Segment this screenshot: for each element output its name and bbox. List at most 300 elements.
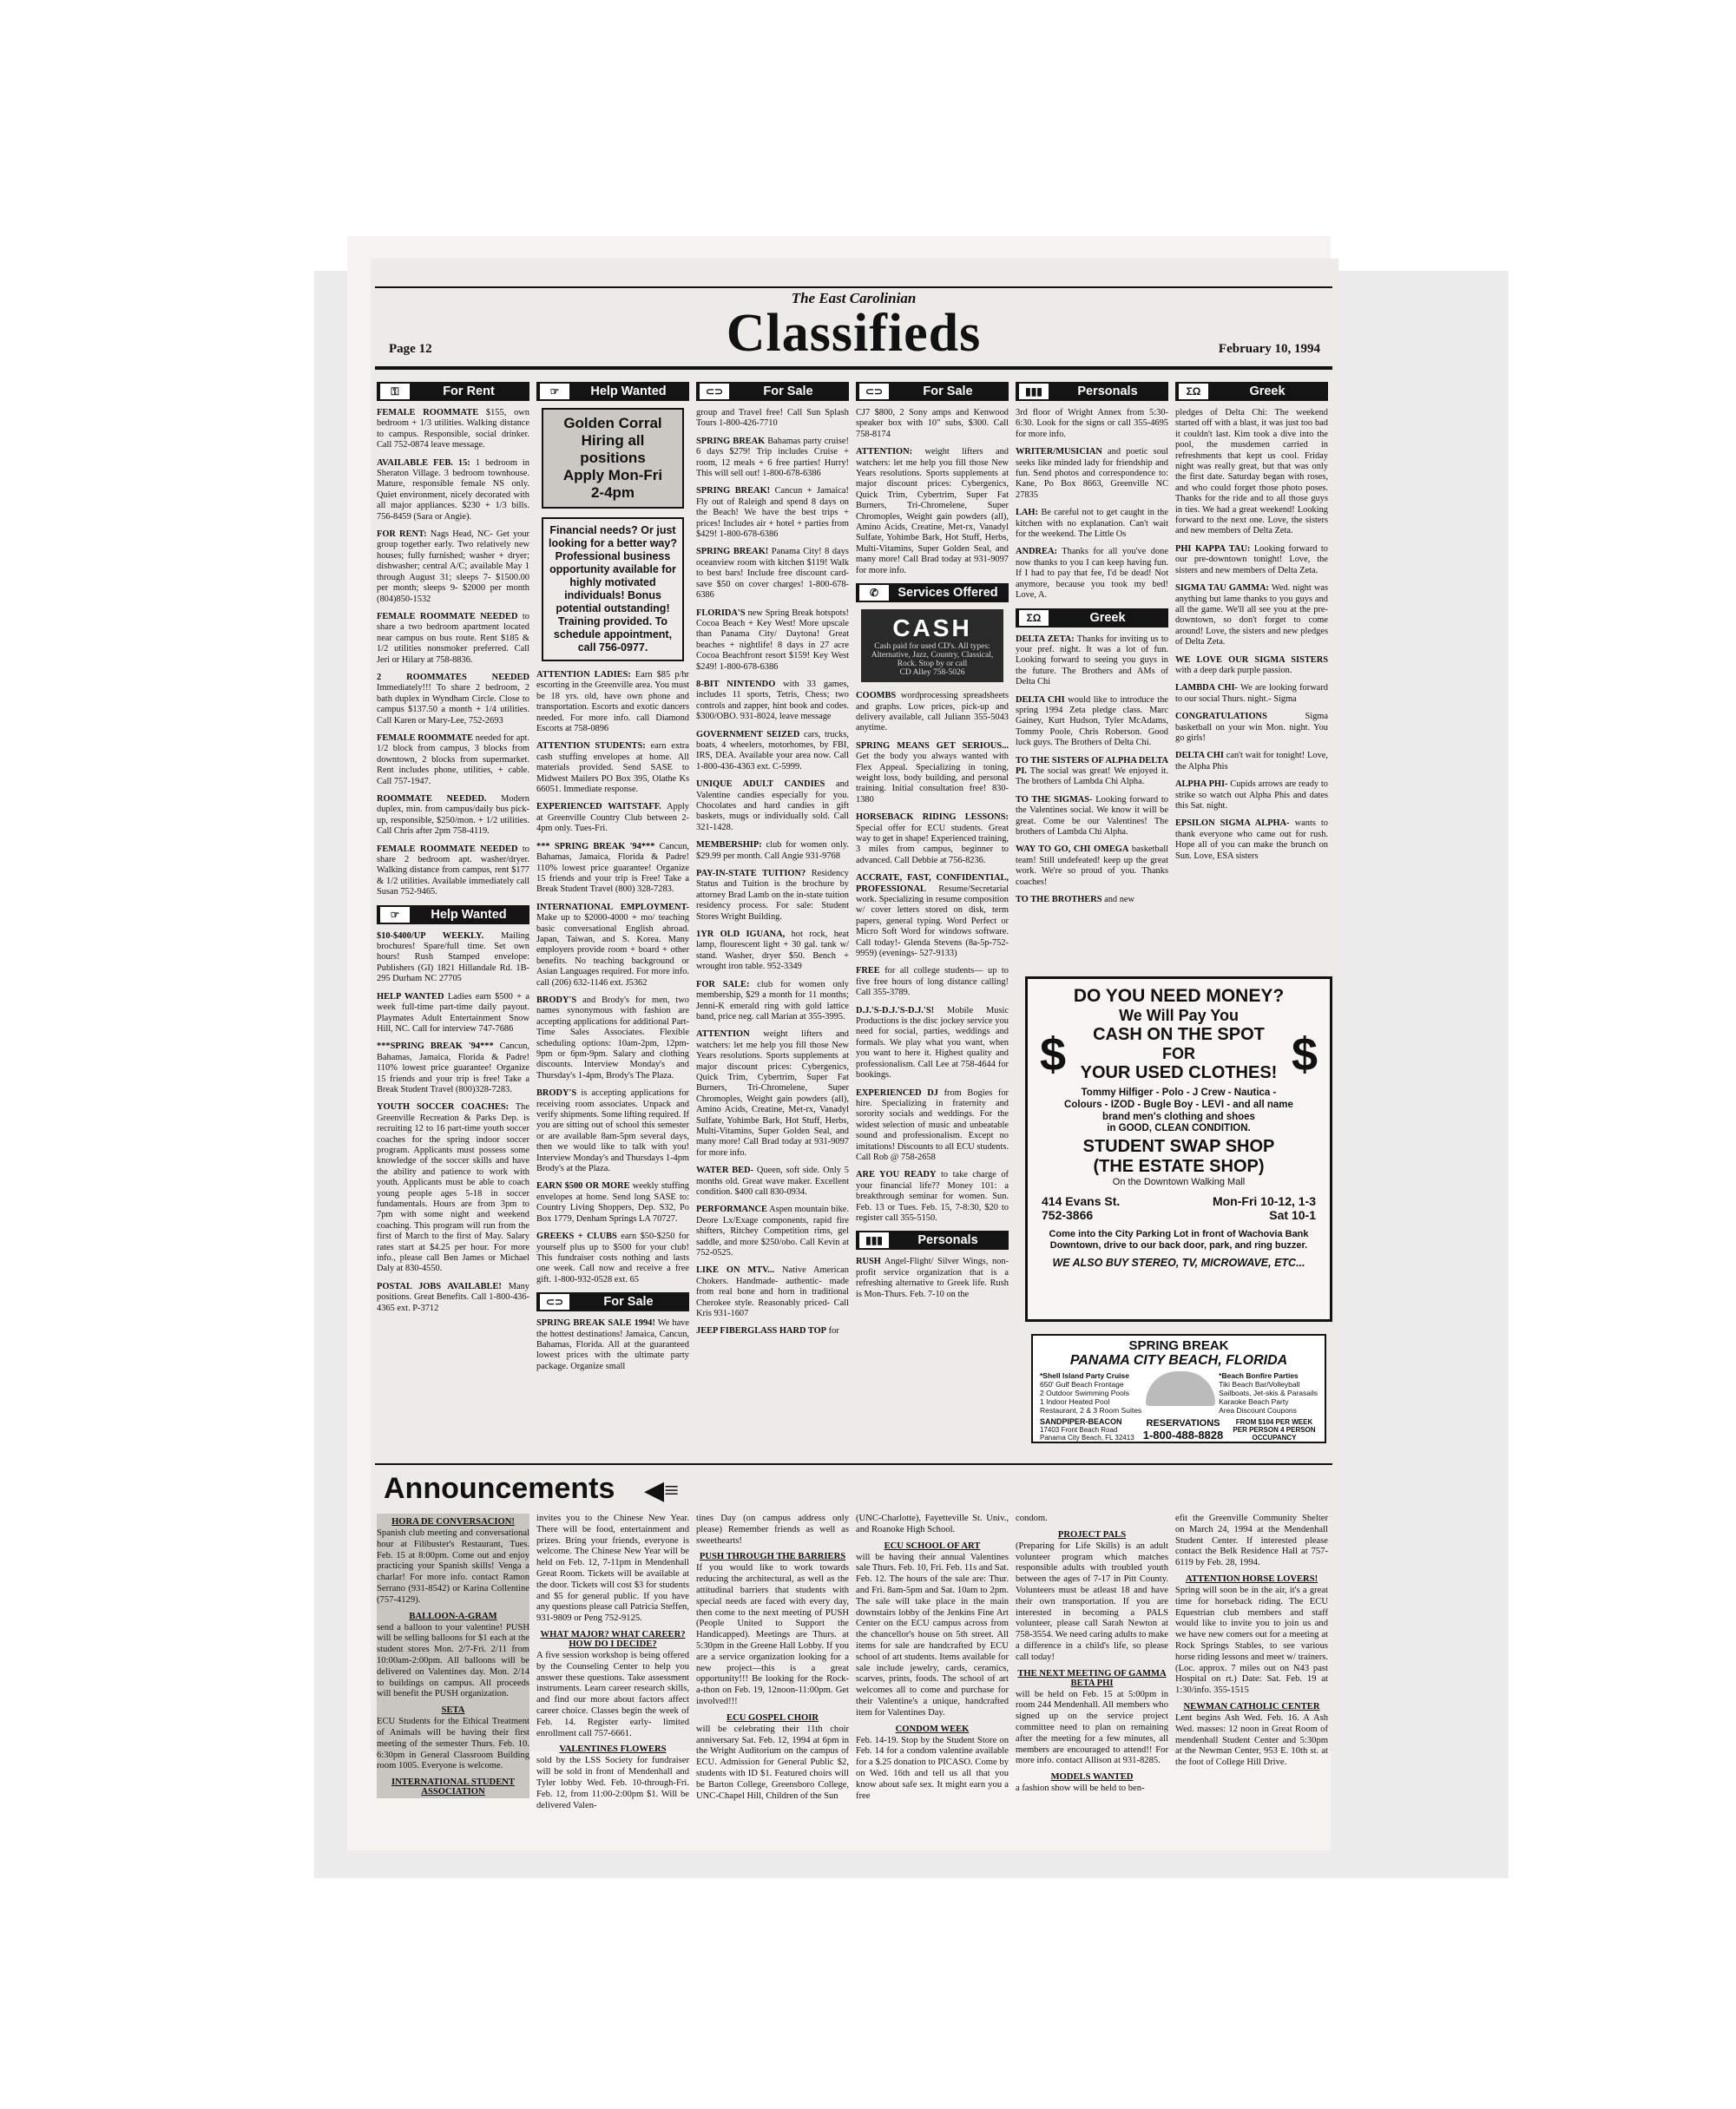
announcement-text: will be having their annual Valentines sale Thurs. Feb. 10, Fri. Feb. 11s and Sat. Feb. 12. The hours of the sale are: Thur. and Fri. 8am-5pm and Sat. 10am to 2pm. The sale will take place in the main downstairs lobby of the Jenkins Fine Art Center on the ECU campus across from the chancellor's house on 5th street. All items for sale are handcrafted by ECU school of art students. Items available for sale include jewelry, cards, ceramics, scarves, prints, foods. The school of art welcomes all to come and purchase for their Valentine's a unique, handcrafted item for Valentines Day. [856,1552,1009,1718]
classified-ad-heading: SPRING BREAK SALE 1994! [536,1318,655,1329]
classified-ad [696,437,849,480]
announcement-text: efit the Greenville Community Shelter on March 24, 1994 at the Mendenhall Student Center. If interested please contact the Belk Residence Hall at 757-6119 by Feb. 28, 1994. [1175,1514,1328,1568]
ad-address-hours: 414 Evans St. 752-3866 Mon-Fri 10-12, 1-3 Sat 10-1 [1042,1194,1316,1222]
column-3 [696,382,849,1344]
dollar-sign-left: $ [1040,1028,1067,1081]
announcements-column-5 [1016,1514,1168,1800]
classified-ad [1016,756,1168,788]
announcement-text: ECU Students for the Ethical Treatment of Animals will be having their first meeting of the semester Thurs. Feb. 10. 6:30pm in General Classroom Building room 1005. Everyone is welcome. [377,1717,529,1771]
classified-ad-heading: ARE YOU READY [856,1170,937,1180]
classified-ad-text: The social was great! We enjoyed it. The brothers of Lambda Chi Alpha. [1016,765,1168,787]
classified-ad [1016,447,1168,501]
ad-line: in GOOD, CLEAN CONDITION. [1107,1123,1251,1133]
column-1 [377,382,529,1321]
spring-ad-title: SPRING BREAK [1128,1338,1229,1353]
ad-footer: WE ALSO BUY STEREO, TV, MICROWAVE, ETC... [1052,1257,1305,1269]
classified-ad-text: cars, trucks, boats, 4 wheelers, motorhomes, by FBI, IRS, DEA. Available your area now. Call 1-800-436-4363 ext. C-5999. [696,729,850,772]
greek-listings [1175,408,1328,862]
classified-ad-heading: SPRING MEANS GET SERIOUS... [856,740,1009,751]
hotel-illustration [1146,1371,1215,1406]
classified-ad [856,1257,1009,1300]
classified-ad [696,869,849,923]
section-header-for-rent: ⚿ For Rent [377,382,529,401]
classified-ad-heading: RUSH [856,1257,881,1267]
section-header-help-wanted: ☞ Help Wanted [377,905,529,924]
classified-ad [536,842,689,896]
ad-store-name: STUDENT SWAP SHOP [1082,1137,1275,1156]
classified-ad-heading: ATTENTION LADIES: [536,670,631,680]
classified-ad-heading: FOR RENT: [377,529,427,540]
announcement-heading: PUSH THROUGH THE BARRIERS [699,1552,846,1562]
ad-line: CASH ON THE SPOT [1093,1025,1265,1044]
classified-ad-heading: FLORIDA'S [696,608,746,618]
classified-ad [696,608,849,673]
classified-ad [856,691,1009,734]
classified-ad-text: with 33 games, includes 11 sports, Tetris, Chess; two controls and zapper, hint book and codes. $300/OBO. 931-8024, leave message [696,679,849,722]
classified-ad-text: weight lifters and watchers: let me help you fill those New Years resolutions. Sports supplements at major discount prices: Cybergenics, Quick Trim, Cybertrim, Super Fat Burners, Tri-Chromelene, Super Chromoples, Weight gain powders (all), Amino Acids, Creatine, Met-rx, Vanadyl Sulfate, Yohimbe Bark, Hot Stuff, Herbs, Multi-Vitamins, Super Golden Seal, and many more! Call Brad today at 931-9097 for more info. [696,1029,849,1158]
film-icon: ▮▮▮ [1019,384,1049,399]
classified-ad-heading: FOR SALE: [696,979,750,989]
announcement-heading: ECU GOSPEL CHOIR [727,1712,819,1723]
classified-ad-text: 3rd floor of Wright Annex from 5:30-6:30. Look for the signs or call 355-4695 for more info. [1016,408,1168,439]
classified-ad-heading: CONGRATULATIONS [1175,712,1267,722]
classified-ad-heading: SPRING BREAK! [696,547,769,557]
classified-ad-heading: DELTA ZETA: [1016,634,1075,644]
classified-ad-heading: ***SPRING BREAK '94*** [377,1041,494,1052]
help-wanted-listings [377,931,529,1314]
announcement-heading: NEWMAN CATHOLIC CENTER [1183,1701,1320,1712]
classified-ad [377,1041,529,1095]
page-title: Classifieds [726,304,982,363]
classified-ad [696,1326,849,1337]
classified-ad-heading: ALPHA PHI- [1175,779,1228,790]
classified-ad [1016,695,1168,749]
classified-ad [856,447,1009,576]
classified-ad-text: and poetic soul seeks like minded lady for friendship and fun. Send photos and correspondence to: Kane, Po Box 8663, Greenville NC 27835 [1016,447,1168,500]
ad-brands: Tommy Hilfiger - Polo - J Crew - Nautica - Colours - IZOD - Bugle Boy - LEVI - and all name brand men's clothing and shoes [1064,1087,1293,1122]
classified-ad-text: Queen, soft side. Only 5 months old. Great wave maker. Excellent condition. $400 call 830-0934. [696,1166,849,1197]
classified-ad-heading: WRITER/MUSICIAN [1016,447,1102,457]
for-sale-listings [536,1318,689,1372]
for-sale-listings [856,408,1009,576]
column-6 [1175,382,1328,869]
classified-ad-heading: LIKE ON MTV... [696,1265,775,1276]
tag-icon: ⊂⊃ [859,384,889,399]
classified-ad-text: can't wait for tonight! Love, the Alpha Phis [1175,751,1328,772]
announcements-rule [375,1463,1332,1465]
classified-ad-heading: INTERNATIONAL EMPLOYMENT- [536,902,689,912]
classified-ad [1175,683,1328,705]
section-header-help-wanted: ☞ Help Wanted [536,382,689,401]
for-sale-listings [696,408,849,1337]
classified-ad [377,673,529,726]
classified-ad-text: Sigma basketball on your win Mon. night. You go girls! [1175,712,1328,743]
announcement-heading: BALLOON-A-GRAM [409,1611,497,1621]
announcement-text: sold by the LSS Society for fundraiser will be sold in front of Mendenhall and Tyler lobby Wed. Feb. 10-through-Fri. Feb. 12, from 11:00-2:00pm $1. Will be delivered Valen- [536,1756,689,1810]
classified-ad-text: Residency Status and Tuition is the brochure by attorney Brad Lamb on the in-state tuition residency process. For sale: Student Stores Wright Building. [696,869,849,922]
classified-ad [1016,844,1168,888]
classified-ad [696,680,849,723]
ad-line: FOR [1162,1045,1195,1062]
classified-ad-text: Earn $85 p/hr escorting in the Greenville area. You must be 18 yrs. old, have own phone and transportation. Escorts and exotic dancers needed. For more info. call Diamond Escorts at 758-0896 [536,670,690,734]
ad-directions: Come into the City Parking Lot in front of Wachovia Bank Downtown, drive to our back door, park, and ring buzzer. [1049,1229,1309,1251]
classified-ad [536,670,689,734]
classified-ad-text: group and Travel free! Call Sun Splash Tours 1-800-426-7710 [696,408,849,429]
classified-ad-heading: SPRING BREAK! [696,486,771,496]
classified-ad-text: Panama City! 8 days oceanview room with kitchen $119! Walk to best bars! Include free discount card- save $50 on cover charges! 1-800-678-6386 [696,547,849,601]
column-5 [1016,382,1168,912]
classified-ad [856,741,1009,805]
classified-ad-heading: EXPERIENCED DJ [856,1087,938,1098]
tag-icon: ⊂⊃ [700,384,729,399]
classified-ad-heading: SPRING BREAK [696,436,766,446]
classified-ad-text: club for women only membership, $29 a month for 11 months; Jenni-K emerald ring with gold lattice band, price neg. call Marian at 355-3995. [696,979,849,1022]
film-icon: ▮▮▮ [859,1232,889,1248]
hand-icon: ☞ [540,384,569,399]
classified-ad [1016,795,1168,838]
section-header-personals: ▮▮▮ Personals [856,1231,1009,1250]
page-number: Page 12 [389,342,432,356]
classified-ad-text: hot rock, heat lamp, flourescent light + 30 gal. tank w/ stand. Washer, dryer $50. Bench + wrought iron table. 952-3349 [696,930,849,972]
classified-ad-text: Mobile Music Productions is the disc jockey service you need for social, parties, weddings and formals. We play what you want, when you want to here it. Highest quality and professionalism. Call Lee at 758-4644 for bookings. [856,1005,1009,1081]
classified-ad-heading: FEMALE ROOMMATE NEEDED [377,844,518,854]
announcement-heading: MODELS WANTED [1050,1772,1134,1783]
classified-ad-text: Cancun, Bahamas, Jamaica, Florida & Padre! 110% lowest price guarantee! Organize 15 friends and your trip is free! Take a Break Student Travel (800)328-7283. [377,1041,530,1094]
classified-ad [696,1205,849,1258]
classified-ad-heading: TO THE BROTHERS [1016,895,1102,905]
business-opportunity-ad: Financial needs? Or just looking for a better way? Professional business opportunity available for highly motivated individuals! Bonus potential outstanding! Training provided. To schedule appointment, call 756-0977. [542,517,684,661]
classified-ad-text: earn extra cash stuffing envelopes at home. All materials provided. Send SASE to Midwest Mailers PO Box 395, Olathe Ks 66051. Immediate response. [536,741,690,795]
golden-corral-ad: Golden Corral Hiring all positions Apply Mon-Fri 2-4pm [542,408,684,509]
classified-ad-text: wordprocessing spreadsheets and graphs. Low prices, pick-up and delivery available, call Juliann 355-5043 anytime. [856,691,1009,733]
classified-ad-heading: ROOMMATE NEEDED. [377,794,487,804]
announcement-text: (Preparing for Life Skills) is an adult volunteer program which matches responsible adults with troubled youth between the ages of 7-17 in Pitt County. Volunteers must be atleast 18 and have their own transportation. If you are interested in becoming a PALS volunteer, please call Sarah Newton at 758-3554. We need caring adults to make a difference in a child's life, so please call today! [1016,1541,1168,1662]
classified-ad-heading: YOUTH SOCCER COACHES: [377,1102,510,1113]
classified-ad [1175,408,1328,537]
classified-ad [856,873,1009,959]
spring-ad-footer: SANDPIPER-BEACON 17403 Front Beach Road Panama City Beach, FL 32413 RESERVATIONS 1-800-488-8828 FROM $104 PER WEEK PER PERSON 4 PERSON OCCUPANCY [1040,1417,1316,1442]
classified-ad-text: Angel-Flight/ Silver Wings, non-profit service organization that is a refreshing alternative to Greek life. Rush is Mon-Thurs. Feb. 7-10 on the [856,1257,1009,1299]
classified-ad [696,779,849,833]
megaphone-icon: ◀≡ [644,1476,679,1505]
student-swap-shop-ad [1025,976,1332,1322]
classified-ad [377,612,529,666]
ad-location: On the Downtown Walking Mall [1112,1177,1246,1187]
classified-ad-heading: JEEP FIBERGLASS HARD TOP [696,1326,827,1337]
classified-ad [696,980,849,1023]
section-header-personals: ▮▮▮ Personals [1016,382,1168,401]
classified-ad-text: CJ7 $800, 2 Sony amps and Kenwood speaker box with 10" subs, $300. Call 758-8174 [856,408,1009,439]
announcement-text: A five session workshop is being offered by the Counseling Center to help you answer these questions. Take assessment instruments. Learn career research skills, and find our more about factors affect career choice. Classes begin the week of Feb. 14. Register early- limited enrollment call 757-6661. [536,1650,689,1738]
classified-ad-text: Many positions. Great Benefits. Call 1-800-436-4365 ext. P-3712 [377,1281,529,1313]
classified-ad-text: and Valentine candies especially for you. Chocolates and hard candies in gift baskets, mugs or individually sold. Call 321-1428. [696,779,849,832]
classified-ad [696,840,849,862]
classified-ad-text: and new [1101,895,1135,905]
classified-ad-heading: *** SPRING BREAK '94*** [536,841,655,851]
classified-ad-text: $155, own bedroom + 1/3 utilities. Walking distance to campus. Responsible, social drinker. Call 752-0874 leave message. [377,408,529,450]
classified-ad-text: Bahamas party cruise! 6 days $279! Trip includes Cruise + room, 12 meals + 6 free parties! Hurry! This will sell out! 1-800-678-6386 [696,436,849,479]
classified-ad-heading: D.J.'S-D.J.'S-D.J.'S! [856,1005,935,1015]
classified-ad-text: to share a two bedroom apartment located near campus on bus route. Rent $185 & 1/2 utilities nonsmoker preferred. Call Jeri or Hilary at 758-8836. [377,611,529,665]
classified-ad-heading: HORSEBACK RIDING LESSONS: [856,812,1009,823]
classified-ad [536,1088,689,1174]
section-header-for-sale: ⊂⊃ For Sale [696,382,849,401]
classified-ad [377,529,529,605]
classified-ad-heading: DELTA CHI [1175,751,1224,761]
classified-ad [856,812,1009,866]
publication-name: The East Carolinian [791,290,917,306]
announcement-heading: ECU SCHOOL OF ART [884,1541,981,1551]
classified-ad-text: to take charge of your financial life?? Money 101: a breakthrough seminar for women. Sun. Feb. 13 or Tues. Feb. 15, 7-8:30, $20 to register call 355-5150. [856,1170,1009,1223]
classified-ad-text: is accepting applications for receiving room associates. Unpack and verify shipments. Some lifting required. If you are sitting out of school this semester or are available 8am-5pm several days, then we would like to talk with you! Interview Monday's and Thursdays 1-4pm Brody's at the Plaza. [536,1088,689,1174]
classified-ad-heading: FREE [856,966,880,976]
classified-ad-text: Cancun + Jamaica! Fly out of Raleigh and spend 8 days on the Beach! We have the best trips + prices! Includes air + hotel + parties from $429! 1-800-678-6386 [696,486,849,540]
classified-ad-text: Looking forward to our pre-downtown tonight! Love, the sisters and new members of Delta Zeta. [1175,543,1328,575]
announcement-text: Lent begins Ash Wed. Feb. 16. A Ash Wed. masses: 12 noon in Great Room of mendenhall Student Center and 5:30pm at the Newman Center, 953 E. 10th st. at the foot of College Hill Drive. [1175,1712,1328,1768]
classified-ad [1016,547,1168,601]
announcements-column-3 [696,1514,849,1807]
classified-ad-text: weight lifters and watchers: let me help you fill those New Years resolutions. Sports supplements at major discount prices: Cybergenics, Quick Trim, Cybertrim, Super Fat Burners, Tri-Chromelene, Super Chromoples, Weight gain powders (all), Amino Acids, Creatine, Met-rx, Vanadyl Sulfate, Yohimbe Bark, Hot Stuff, Herbs, Multi-Vitamins, Super Golden Seal, and many more! Call Brad today at 931-9097 for more info. [856,447,1009,575]
classified-ad [536,1318,689,1372]
section-header-greek: ΣΩ Greek [1016,608,1168,627]
classified-ad [377,733,529,787]
classified-ad [696,1166,849,1198]
announcement-text: a fashion show will be held to ben- [1016,1784,1145,1794]
classified-ad [536,995,689,1081]
classified-ad-text: 1 bedroom in Sheraton Village. 3 bedroom townhouse. Mature, responsible female NS only. Quiet environment, nicely decorated with all major appliances. $230 + 1/3 bills. 756-8459 (Sara or Angie). [377,457,529,522]
classified-ad-heading: EXPERIENCED WAITSTAFF. [536,802,661,812]
section-header-for-sale: ⊂⊃ For Sale [856,382,1009,401]
classified-ad [377,458,529,522]
classified-ad [696,930,849,973]
greek-letters-icon: ΣΩ [1019,610,1049,626]
announcement-text: will be celebrating their 11th choir anniversary Sat. Feb. 12, 1994 at 6pm in the Wright Auditorium on the campus of ECU. Admission for General Public $2, students with ID $1. Featured choirs will be Barton College, Greensboro College, UNC-Chapel Hill, Children of the Sun [696,1724,849,1801]
classified-ad-text: weekly stuffing envelopes at home. Send long SASE to: Country Living Shoppers, Dep. S32, Po Box 1779, Denham Springs LA 70727. [536,1181,689,1224]
classified-ad [1175,818,1328,862]
announcement-text: will be held on Feb. 15 at 5:00pm in room 244 Mendenhall. All members who signed up on the service project committee need to plan on remaining after the meeting for a few minutes, all members are encouraged to attend!! For more info. contact Allison at 931-8285. [1016,1689,1168,1766]
classified-ad [1175,583,1328,647]
classified-ad-text: Looking forward to the Valentines social. We know it will be great. Come be our Valentines! The brothers of Lambda Chi Alpha. [1016,794,1168,837]
classified-ad-heading: BRODY'S [536,1088,577,1099]
classified-ad-text: new Spring Break hotspots! Cocoa Beach + Key West! More upscale than Panama City/ Daytona! Great beaches + nightlife! 8 days in 27 acre Cocoa Beachfront resort $159! Key West $249! 1-800-678-6386 [696,608,849,672]
section-header-greek: ΣΩ Greek [1175,382,1328,401]
classified-ad-text: Wed. night was anything but lame thanks to you guys and all the game. We'll all see you at the pre-downtown, so don't forget to come around! Love, the sisters and new pledges of Delta Zeta. [1175,583,1328,647]
ad-headline: DO YOU NEED MONEY? [1073,986,1285,1006]
announcement-text: (UNC-Charlotte), Fayetteville St. Univ., and Roanoke High School. [856,1514,1009,1534]
classified-ad-text: to share 2 bedroom apt. washer/dryer. Walking distance from campus, rent $177 & 1/2 utilities. Available immediately call Susan 752-9465. [377,844,529,897]
spring-ad-features: *Shell Island Party Cruise 650' Gulf Beach Frontage 2 Outdoor Swimming Pools 1 Indoor Heated Pool Restaurant, 2 & 3 Room Suites *Beach Bonfire Parties Tiki Beach Bar/Volleyball Sailboats, Jet-skis & Parasails Karaoke Beach Party Area Discount Coupons [1040,1371,1318,1415]
classified-ad-text: earn $50-$250 for yourself plus up to $500 for your club! This fundraiser costs nothing and lasts one week. Call now and receive a free gift. 1-800-932-0528 ext. 65 [536,1232,689,1284]
spring-ad-subtitle: PANAMA CITY BEACH, FLORIDA [1069,1353,1288,1368]
classified-ad-text: Cancun, Bahamas, Jamaica, Florida & Padre! 110% lowest price guarantee! Organize 15 friends and your trip is Free! Take a Break Student Travel (800) 328-7283. [536,841,690,895]
classified-ad-text: club for women only. $29.99 per month. Call Angie 931-9768 [696,840,849,861]
classified-ad-heading: FEMALE ROOMMATE NEEDED [377,611,518,621]
classified-ad-heading: BRODY'S [536,995,577,1005]
classified-ad-text: Cupids arrows are ready to strike so watch out Alpha Phis and dates this Sat. night. [1175,779,1328,811]
ad-store-subname: (THE ESTATE SHOP) [1093,1157,1265,1176]
classified-ad-text: for all college students— up to five free hours of long distance calling! Call 355-3789. [856,966,1009,998]
classified-ad-heading: FEMALE ROOMMATE [377,733,474,743]
classified-ad-heading: 1YR OLD IGUANA, [696,930,786,940]
spring-break-ad [1031,1334,1326,1443]
help-wanted-listings [536,670,689,1285]
announcement-text: Spanish club meeting and conversational hour at Filibuster's Restaurant, Tues. Feb. 15 at 8:00pm. Come out and enjoy practicing your Spanish skills! Venga a charlar! For more info. contact Ramon Serrano (931-8542) or Karina Collentine (757-4129). [377,1528,529,1605]
classified-ad-text: We are looking forward to our social Thurs. night.- Sigma [1175,683,1328,704]
classified-ad [1016,895,1168,905]
classified-ad [536,903,689,989]
classified-ad-text: needed for apt. 1/2 block from campus, 3 blocks from downtown, 2 blocks from supermarket. Rent includes phone, utilities, + cable. Call 757-1947. [377,733,529,786]
announcements-header [375,1472,740,1507]
classified-ad-text: The Greenville Recreation & Parks Dep. is recruiting 12 to 16 part-time youth soccer coaches for the spring indoor soccer program. Applicants must possess some knowledge of the soccer skills and have the ability and patience to work with youth. Applicants must be able to coach young people ages 5-18 in soccer fundamentals. Hours are from 3pm to 7pm with some night and weekend coaching. This program will run from the first of March to the first of May. Salary rates start at $4.25 per hour. For more info., please call Ben James or Michael Daly at 830-4550. [377,1102,529,1274]
classified-ad-heading: LAH: [1016,508,1038,518]
classified-ad-heading: EPSILON SIGMA ALPHA- [1175,818,1290,829]
column-4 [856,382,1009,1307]
classified-ad [1016,634,1168,688]
classified-ad-heading: PHI KAPPA TAU: [1175,543,1251,554]
announcements-column-4 [856,1514,1009,1807]
announcement-text: condom. [1016,1514,1048,1523]
classified-ad-text: Resume/Secretarial work. Specializing in resume composition w/ cover letters stored on disk, term papers, general typing. Word Perfect or Micro Soft Word for windows software. Call today!- Glenda Stevens (8a-5p-752-9959) (evenings- 527-9133) [856,884,1009,959]
classified-ad [536,1181,689,1225]
classified-ad [377,1102,529,1275]
section-header-services-offered: ✆ Services Offered [856,583,1009,602]
classified-ad-heading: SIGMA TAU GAMMA: [1175,583,1269,594]
classified-ad [1016,408,1168,440]
announcement-text: Spring will soon be in the air, it's a great time for horseback riding. The ECU Equestrian club members and staff would like to invite you to join us and we have new comers out for a meeting at Rock Springs Stables, to see various horse riding lessons and meet w/ trainers. (Loc. approx. 7 miles out on N43 past Hospital on rt.) Date: Sat. Feb. 19 at 1:30/info. 355-1515 [1175,1585,1328,1696]
classified-ad-heading: COOMBS [856,691,897,701]
classified-ad-text: Make up to $2000-4000 + mo/ teaching basic conversational English abroad. Japan, Taiwan, and S. Korea. Many employers provide room + board + other benefits. No teaching background or Asian Languages required. For more info. call (206) 632-1146 ext. J5362 [536,913,689,988]
key-icon: ⚿ [380,384,410,399]
announcement-heading: CONDOM WEEK [895,1724,970,1734]
classified-ad-text: Get the body you always wanted with Flex Appeal. Specializing in toning, weight loss, body building, and personal training. Initial consultation free! 830-1380 [856,752,1009,805]
classified-ad-heading: ACCRATE, FAST, CONFIDENTIAL, PROFESSIONAL [856,873,1009,894]
announcement-heading: THE NEXT MEETING OF GAMMA BETA PHI [1017,1668,1167,1688]
classified-ad [696,1265,849,1319]
classified-ad-text: Aspen mountain bike. Deore Lx/Exage components, rapid fire shifters, Ritchey Competition rims, gel saddle, and more $250/obo. Call Kevin at 752-0525. [696,1205,849,1258]
classified-ad [1175,544,1328,576]
classified-ad-heading: 8-BIT NINTENDO [696,679,776,689]
classified-ad [377,844,529,898]
for-rent-listings [377,408,529,898]
classified-ad-heading: POSTAL JOBS AVAILABLE! [377,1281,502,1291]
service-icon: ✆ [859,585,889,601]
section-header-for-sale: ⊂⊃ For Sale [536,1292,689,1311]
classified-ad-heading: LAMBDA CHI- [1175,683,1239,693]
announcements-title: Announcements [384,1472,615,1505]
classified-ad [856,1170,1009,1224]
ad-line: YOUR USED CLOTHES! [1080,1063,1278,1082]
classified-ad-heading: EARN $500 OR MORE [536,1181,630,1192]
classifieds-page [375,286,1332,1810]
announcement-heading: VALENTINES FLOWERS [559,1744,667,1755]
masthead [375,286,1332,370]
classified-ad-heading: WE LOVE OUR SIGMA SISTERS [1175,654,1328,665]
announcement-heading: ATTENTION HORSE LOVERS! [1185,1574,1318,1584]
cd-alley-ad: CASH Cash paid for used CD's. All types: Alternative, Jazz, Country, Classical, Rock. Stop by or call CD Alley 758-5026 [861,609,1003,682]
classified-ad-text: Thanks for all you've done now thanks to you I can keep having fun. If I had to pay that fee, I'd be dead! Not anymore, because you took my bed! Love, A. [1016,547,1168,601]
classified-ad-heading: TO THE SISTERS OF ALPHA DELTA PI. [1016,755,1168,776]
classified-ad [696,1029,849,1159]
classified-ad-heading: ATTENTION [696,1029,750,1040]
greek-listings [1016,634,1168,906]
announcement-heading: SETA [441,1705,465,1716]
classified-ad-text: would like to introduce the spring 1994 Zeta pledge class. Marc Gainey, Kurt Hudson, Tyler McAdams, Tommy Poole, Chris Roberson. Good luck guys. The Brothers of Delta Chi. [1016,694,1169,748]
issue-date: February 10, 1994 [1218,342,1320,356]
classified-ad-heading: WAY TO GO, CHI OMEGA [1016,844,1129,855]
classified-ad-heading: PERFORMANCE [696,1205,767,1215]
announcement-text: invites you to the Chinese New Year. There will be food, entertainment and prizes. Bring your friends, everyone is welcome. The Chinese New Year will be held on Feb. 12, 7-11pm in Mendenhall Great Room. Tickets will be available at the door. Tickets will cost $3 for students and $5 for general public. If you have any questions please call Patricia Steffen, 931-9809 or Peng 752-9125. [536,1514,689,1624]
classified-ad-heading: GREEKS + CLUBS [536,1232,617,1242]
announcements-column-2 [536,1514,689,1817]
classified-ad-text: Thanks for inviting us to your pref. night. It was a lot of fun. Looking forward to seeing you guys in the future. The Brothers and AMs of Delta Chi [1016,634,1168,687]
classified-ad-text: Ladies earn $500 + a week full-time part-time daily payout. Playmates Adult Entertainment Snow Hill, NC. Call for interview 747-7686 [377,991,529,1034]
classified-ad [696,486,849,540]
classified-ad-text: from Bogies for hire. Specializing in fraternity and sorority socials and weddings. For the widest selection of music and unbeatable sound and professionalism. Except no imitations! Discounts to all ECU students. Call Rob @ 758-2658 [856,1087,1009,1162]
classified-ad-heading: HELP WANTED [377,991,444,1002]
classified-ad-text: Be careful not to get caught in the kitchen with no explanation. Can't wait for the weekend. The Little Os [1016,508,1168,540]
personals-listings [1016,408,1168,601]
classified-ad [377,992,529,1035]
classified-ad-heading: TO THE SIGMAS- [1016,794,1093,805]
classified-ad-text: Nags Head, NC- Get your group together early. Two relatively new houses; fully furnished; washer + dryer; dishwasher; central A/C; available May 1 through August 31; sleeps 7- $1500.00 per month; sleeps 9- $2000 per month (804)850-1532 [377,529,529,604]
classified-ad-text: Native American Chokers. Handmade- authentic- made from real bone and horn in traditional Cherokee style. Reasonably priced- Call Kris 931-1607 [696,1265,849,1319]
column-2 [536,382,689,1379]
classified-ad-text: wants to thank everyone who came out for rush. Hope all of you can make the brunch on Sun. Love, ESA sisters [1175,818,1328,861]
announcement-text: Feb. 14-19. Stop by the Student Store on Feb. 14 for a condom valentine available for a $.25 donation to PICASO. Come by on Wed. 16th and tell us all that you know about safe sex. It might earn you a free [856,1735,1009,1801]
classified-ad-heading: MEMBERSHIP: [696,840,762,851]
classified-ad-text: with a deep dark purple passion. [1175,665,1292,675]
classified-ad [856,1006,1009,1081]
classified-ad-heading: UNIQUE ADULT CANDIES [696,779,825,790]
personals-listings [856,1257,1009,1300]
classified-ad-heading: WATER BED- [696,1166,754,1176]
classified-ad-text: pledges of Delta Chi: The weekend started off with a blast, it was just too bad it couldn't last. Kim took a dive into the pool, the musdemen carried in refreshments that kept us cool. Friday night was really great, but that was only the first date. Saturday began with roses, and who could forget those photo poses. Thanks for the ride and to all those guys in ties. We had a great weekend! Looking forward to the next one. Love, the sisters and new members of Delta Zeta. [1175,408,1328,536]
hand-icon: ☞ [380,907,410,923]
classified-ad-text: Modern duplex, min. from campus/daily bus pick-up, responsible, $250/mon. + 1/2 utilities. Call Chris after 2pm 758-4119. [377,794,529,837]
classified-ad [696,408,849,430]
classified-ad-text: Special offer for ECU students. Great way to get in shape! Experienced training, 3 miles from campus, beginner to advanced. Call Debbie at 756-8236. [856,823,1009,865]
services-listings [856,691,1009,1224]
announcement-heading: PROJECT PALS [1057,1529,1127,1540]
classified-ad [377,408,529,451]
classified-ad [536,1232,689,1285]
announcements-column-6 [1175,1514,1328,1774]
announcements-column-1 [377,1514,529,1798]
classified-ad-text: basketball team! Still undefeated! keep up the great work. We're so proud of you. Thanks coaches! [1016,844,1168,887]
classified-ad [856,1088,1009,1164]
classified-ad-heading: 2 ROOMMATES NEEDED [377,672,529,682]
classified-ad-heading: PAY-IN-STATE TUITION? [696,869,806,879]
ad-line: We Will Pay You [1119,1007,1239,1024]
tag-icon: ⊂⊃ [540,1294,569,1310]
greek-letters-icon: ΣΩ [1179,384,1208,399]
classified-ad-text: and Brody's for men, two names synonymous with fashion are accepting applications for additional Part-Time Sales Associates. Flexible scheduling options: 10am-2pm, 12pm-9pm or 6pm-9pm. Salary and clothing discounts. Interview Monday's and Thursday's 1-4pm, Brody's The Plaza. [536,995,689,1081]
classified-ad [377,1282,529,1314]
classified-ad-text: We have the hottest destinations! Jamaica, Cancun, Bahamas, Florida. All at the guaranteed lowest prices with the ultimate party package. Organize small [536,1318,689,1371]
classified-ad [1016,508,1168,540]
classified-ad-text: Mailing brochures! Spare/full time. Set own hours! Rush Stamped envelope: Publishers (GI) 1821 Hillandale Rd. 1B-295 Durham NC 27705 [377,930,530,984]
classified-ad-heading: ANDREA: [1016,547,1057,557]
announcement-heading: HORA DE CONVERSACION! [391,1517,515,1527]
classified-ad [1175,655,1328,677]
classified-ad [536,802,689,834]
classified-ad [696,547,849,601]
announcement-text: If you would like to work towards reducing the architectural, as well as the attitudinal barriers that students with special needs are faced with every day, then come to the next meeting of PUSH (People United to Support the Handicapped). Meetings are Thurs. at 5:30pm in the Greene Hall Lobby. If you are a service organization looking for a new project—this is a great opportunity!!! Be looking for the Rock-a-thon on Feb. 19, 12noon-11:00pm. Get involved!!! [696,1563,849,1706]
classified-ad-text: for [826,1326,839,1337]
classified-ad-text: Immediately!!! To share 2 bedroom, 2 bath duplex in Wyndham Circle. Close to campus $137.50 a month + 1/4 utilities. Call Karen or Mary-Lee, 752-2693 [377,683,529,726]
classified-ad [1175,712,1328,744]
announcement-text: send a balloon to your valentine! PUSH will be selling balloons for $1 each at the student stores Mon. 2/7-Fri. 2/11 from 10:00am-2:00pm. All balloons will be delivered on Valentines day. Mon. 2/14 to buildings on campus. All proceeds will benefit the PUSH organization. [377,1622,529,1699]
